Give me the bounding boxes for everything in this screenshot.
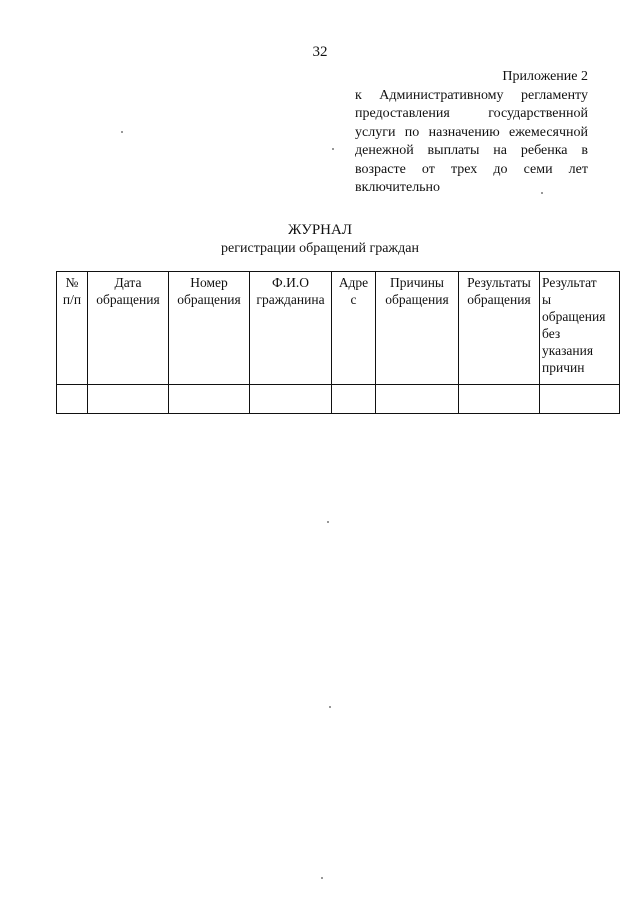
scan-speck <box>329 706 331 708</box>
header-text: указания <box>542 343 594 358</box>
table-header-row <box>57 272 620 385</box>
appendix-line: предоставления государственной <box>355 106 588 121</box>
header-text: обращения <box>542 309 606 324</box>
header-number <box>57 272 88 385</box>
header-text: Причины <box>389 275 445 290</box>
header-reasons <box>376 272 459 385</box>
header-text: Дата <box>114 275 142 290</box>
scan-speck <box>121 131 123 133</box>
journal-title: ЖУРНАЛ <box>287 222 353 238</box>
header-full-name <box>250 272 332 385</box>
header-text: с <box>350 292 357 307</box>
page-number: 32 <box>312 44 328 60</box>
appendix-line: включительно <box>355 180 441 195</box>
appendix-line: денежной выплаты на ребенка в <box>355 143 588 158</box>
header-text: ы <box>542 292 552 307</box>
appendix-line: услуги по назначению ежемесячной <box>355 124 588 140</box>
table-cell <box>376 385 459 414</box>
scan-speck <box>327 521 329 523</box>
header-text: причин <box>542 360 585 375</box>
header-text: обращения <box>385 292 449 307</box>
header-text: обращения <box>467 292 531 307</box>
header-text: Адре <box>338 275 369 290</box>
header-text: обращения <box>177 292 241 307</box>
header-results <box>459 272 540 385</box>
header-address <box>332 272 376 385</box>
header-text: п/п <box>62 292 82 307</box>
registration-journal-table <box>56 271 620 414</box>
table-cell <box>540 385 620 414</box>
table-cell <box>250 385 332 414</box>
appendix-line: возрасте от трех до семи лет <box>355 161 588 177</box>
scan-speck <box>332 148 334 150</box>
table-cell <box>88 385 169 414</box>
header-date <box>88 272 169 385</box>
header-text: Результат <box>542 275 597 290</box>
scan-speck <box>541 192 543 194</box>
table-cell <box>169 385 250 414</box>
header-text: Номер <box>190 275 228 290</box>
header-text: Результаты <box>467 275 531 290</box>
appendix-block <box>355 68 588 198</box>
table-cell <box>57 385 88 414</box>
table-row <box>57 385 620 414</box>
scan-speck <box>321 877 323 879</box>
table-cell <box>459 385 540 414</box>
header-text: гражданина <box>256 292 325 307</box>
header-results-without-reasons <box>540 272 620 385</box>
header-text: Ф.И.О <box>272 275 309 290</box>
header-text: обращения <box>96 292 160 307</box>
appendix-line: к Административному регламенту <box>355 87 588 103</box>
appendix-title: Приложение 2 <box>502 69 588 84</box>
header-request-number <box>169 272 250 385</box>
table-cell <box>332 385 376 414</box>
journal-subtitle: регистрации обращений граждан <box>221 241 419 256</box>
header-text: № <box>65 275 79 290</box>
header-text: без <box>542 326 561 341</box>
